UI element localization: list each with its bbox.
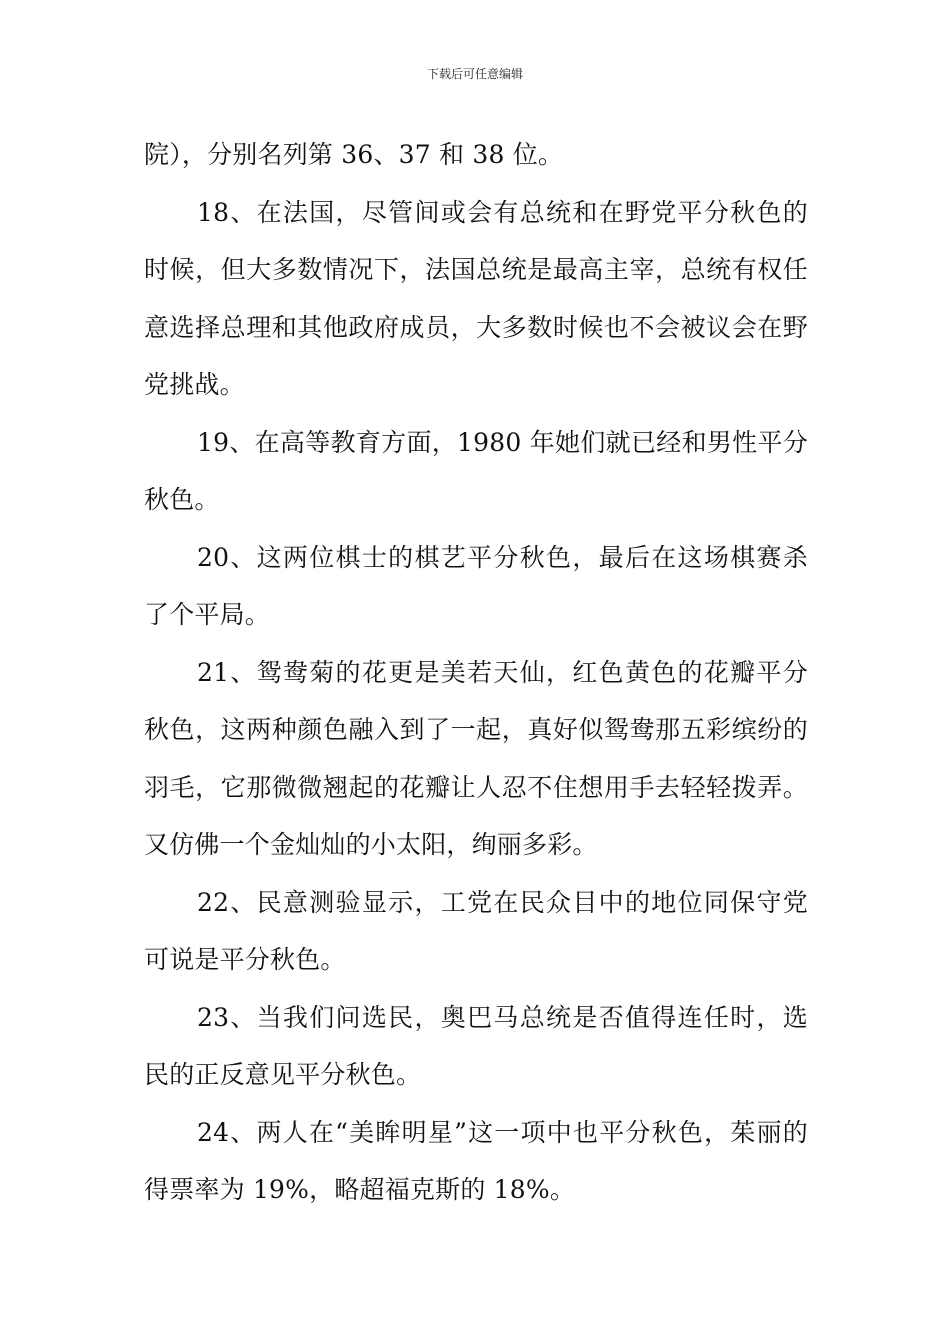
page-header: 下载后可任意编辑 — [426, 67, 523, 81]
paragraph-19: 19、在高等教育方面，1980 年她们就已经和男性平分秋色。 — [144, 427, 808, 514]
paragraph-20: 20、这两位棋士的棋艺平分秋色，最后在这场棋赛杀了个平局。 — [144, 542, 808, 629]
paragraph-22: 22、民意测验显示，工党在民众目中的地位同保守党可说是平分秋色。 — [144, 887, 808, 974]
paragraph-24: 24、两人在“美眸明星”这一项中也平分秋色，茱丽的得票率为 19%，略超福克斯的 18%。 — [144, 1117, 808, 1204]
paragraph-21: 21、鸳鸯菊的花更是美若天仙，红色黄色的花瓣平分秋色，这两种颜色融入到了一起，真好似鸳鸯那五彩缤纷的羽毛，它那微微翘起的花瓣让人忍不住想用手去轻轻拨弄。又仿佛一个金灿灿的小太阳，绚丽多彩。 — [144, 657, 808, 859]
document-body — [144, 126, 808, 1219]
paragraph-continuation: 院），分别名列第 36、37 和 38 位。 — [144, 140, 564, 169]
paragraph-23: 23、当我们问选民，奥巴马总统是否值得连任时，选民的正反意见平分秋色。 — [144, 1002, 808, 1089]
paragraph-18: 18、在法国，尽管间或会有总统和在野党平分秋色的时候，但大多数情况下，法国总统是最高主宰，总统有权任意选择总理和其他政府成员，大多数时候也不会被议会在野党挑战。 — [144, 197, 808, 399]
